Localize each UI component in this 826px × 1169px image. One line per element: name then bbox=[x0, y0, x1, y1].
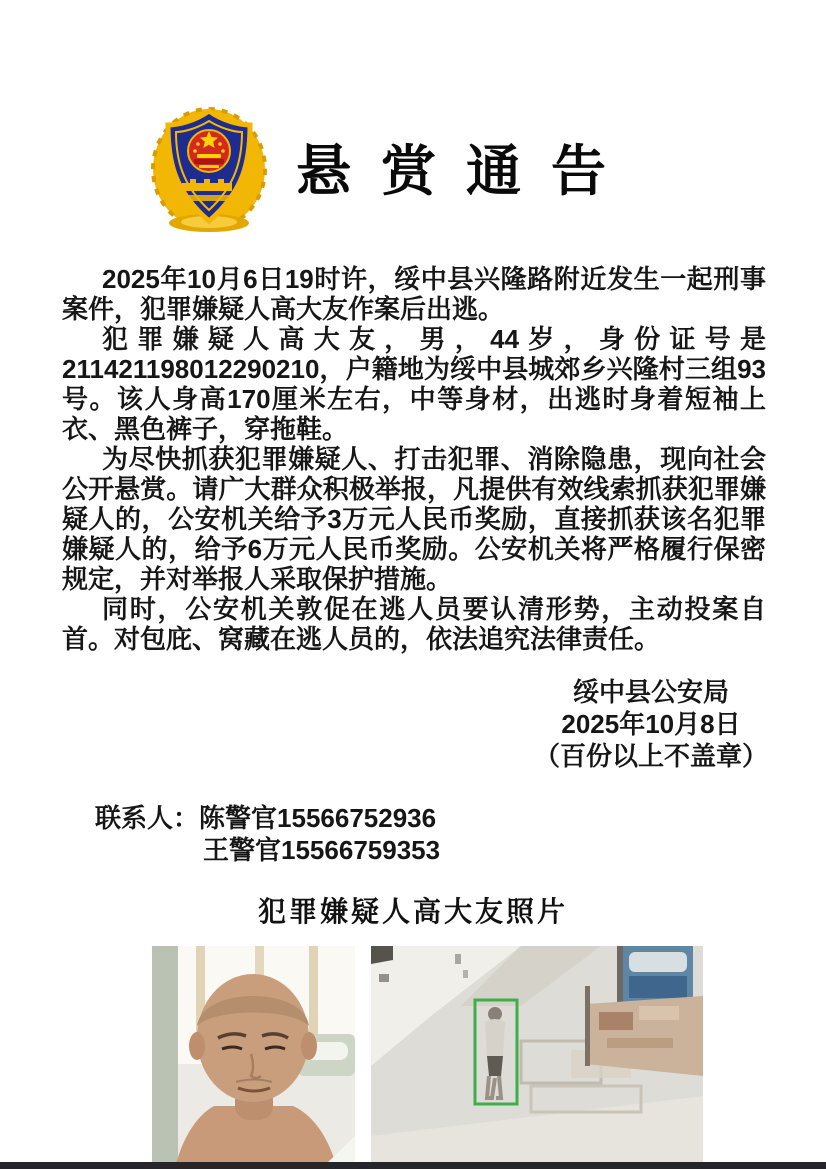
issuing-agency: 绥中县公安局 bbox=[572, 677, 729, 707]
contact-officer-phone: 15566752936 bbox=[277, 803, 437, 833]
paragraph-surrender-urge: 同时，公安机关敦促在逃人员要认清形势，主动投案自首。对包庇、窝藏在逃人员的，依法追究法律责任。 bbox=[62, 594, 766, 654]
signature-block bbox=[534, 676, 768, 772]
document-title: 悬赏通告 bbox=[296, 140, 637, 202]
bottom-edge-bar bbox=[0, 1162, 826, 1169]
cctv-still-photo bbox=[371, 946, 703, 1169]
document-header bbox=[0, 0, 826, 234]
contact-line-1 bbox=[95, 802, 826, 834]
seal-note: （百份以上不盖章） bbox=[533, 741, 768, 771]
issue-date: 2025年10月8日 bbox=[561, 709, 741, 739]
suspect-portrait-photo bbox=[152, 946, 355, 1169]
contact-line-2 bbox=[95, 834, 826, 866]
contact-block bbox=[95, 802, 826, 866]
police-badge-icon bbox=[148, 99, 270, 233]
photos-row bbox=[152, 946, 826, 1169]
paragraph-suspect-info: 犯罪嫌疑人高大友，男，44岁，身份证号是211421198012290210，户籍地为绥中县城郊乡兴隆村三组93号。该人身高170厘米左右，中等身材，出逃时身着短袖上衣、黑色裤子，穿拖鞋。 bbox=[62, 324, 766, 444]
contact-officer-phone: 15566759353 bbox=[281, 835, 441, 865]
notice-body bbox=[62, 264, 766, 654]
contact-officer-name: 陈警官 bbox=[199, 803, 278, 833]
photos-caption: 犯罪嫌疑人高大友照片 bbox=[257, 896, 568, 927]
paragraph-incident: 2025年10月6日19时许，绥中县兴隆路附近发生一起刑事案件，犯罪嫌疑人高大友作案后出逃。 bbox=[62, 264, 766, 324]
contact-label: 联系人： bbox=[95, 803, 200, 833]
paragraph-reward-terms: 为尽快抓获犯罪嫌疑人、打击犯罪、消除隐患，现向社会公开悬赏。请广大群众积极举报，凡提供有效线索抓获犯罪嫌疑人的，公安机关给予3万元人民币奖励，直接抓获该名犯罪嫌疑人的，给予6万元人民币奖励。公安机关将严格履行保密规定，并对举报人采取保护措施。 bbox=[62, 444, 766, 594]
contact-officer-name: 王警官 bbox=[203, 835, 282, 865]
